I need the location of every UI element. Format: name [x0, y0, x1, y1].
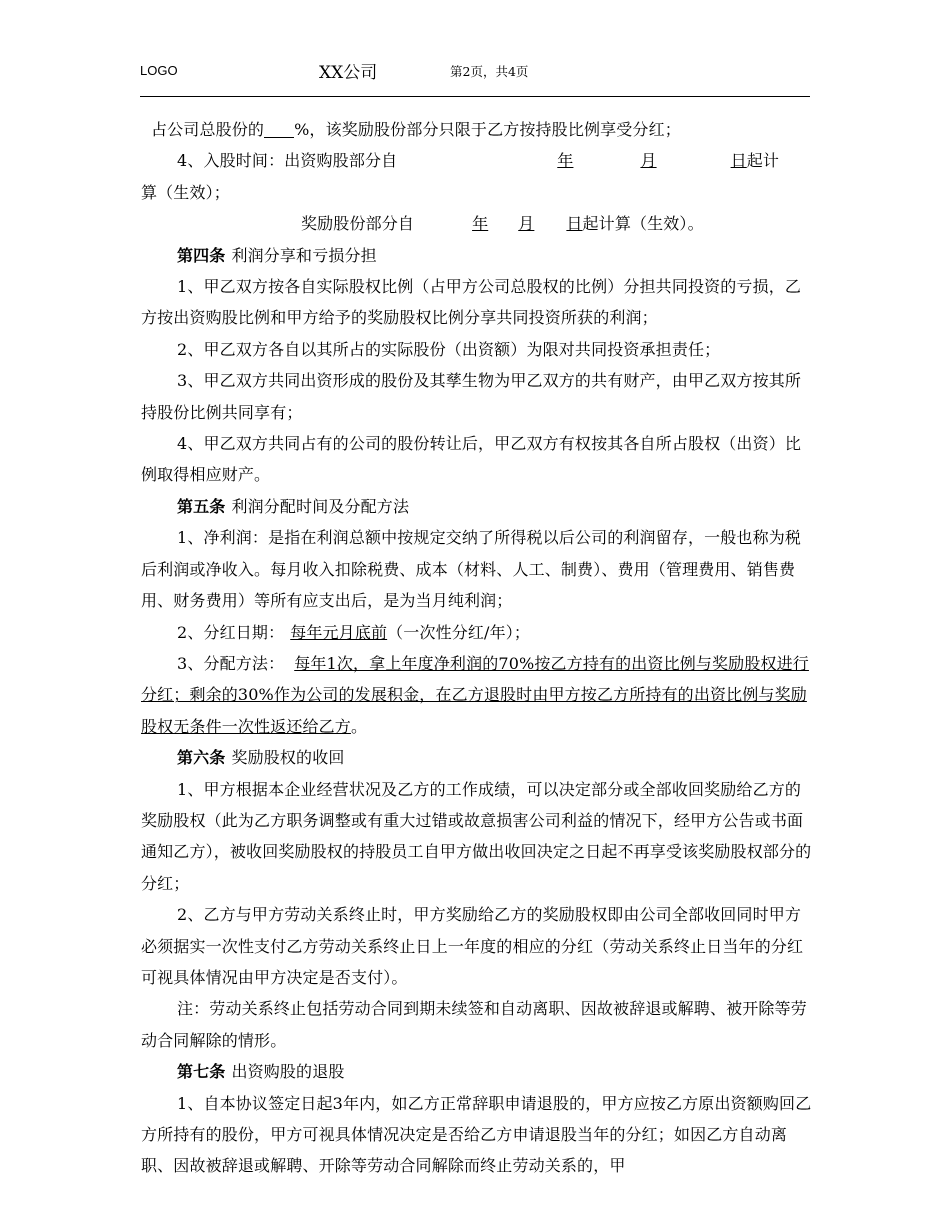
paragraph: 2、分红日期： 每年元月底前（一次性分红/年）；: [177, 622, 531, 642]
underlined-value: 每年元月底前: [290, 622, 388, 642]
page-header: [140, 58, 810, 96]
paragraph: 1、自本协议签定日起3年内，如乙方正常辞职申请退股的，甲方应按乙方原出资额购回乙方所持有的股份，甲方可视具体情况决定是否给乙方申请退股当年的分红；如因乙方自动离职、因故被辞退或解聘、开除等劳动合同解除而终止劳动关系的，甲: [141, 1093, 812, 1176]
paragraph: 3、分配方法： 每年1次，拿上年度净利润的70%按乙方持有的出资比例与奖励股权进行分红；剩余的30%作为公司的发展积金，在乙方退股时由甲方按乙方所持有的出资比例与奖励股权无条件一次性返还给乙方。: [141, 653, 809, 736]
paragraph: 2、甲乙双方各自以其所占的实际股份（出资额）为限对共同投资承担责任；: [177, 339, 721, 359]
paragraph: 占公司总股份的 %，该奖励股份部分只限于乙方按持股比例享受分红；: [151, 120, 681, 139]
note: 注：劳动关系终止包括劳动合同到期未续签和自动离职、因故被辞退或解聘、被开除等劳动合同解除的情形。: [141, 999, 807, 1050]
paragraph: 1、甲方根据本企业经营状况及乙方的工作成绩，可以决定部分或全部收回奖励给乙方的奖励股权（此为乙方职务调整或有重大过错或故意损害公司利益的情况下，经甲方公告或书面通知乙方），被收回奖励股权的持股员工自甲方做出收回决定之日起不再享受该奖励股权部分的分红；: [141, 779, 812, 893]
page-number: 第2页，共4页: [450, 64, 529, 79]
date-blank: 年 月 日: [557, 151, 747, 171]
paragraph: 4、甲乙双方共同占有的公司的股份转让后，甲乙双方有权按其各自所占股权（出资）比例取得相应财产。: [141, 434, 802, 485]
blank-field: [264, 119, 294, 138]
paragraph: 1、净利润：是指在利润总额中按规定交纳了所得税以后公司的利润留存，一般也称为税后利润或净收入。每月收入扣除税费、成本（材料、人工、制费）、费用（管理费用、销售费用、财务费用）等所有应支出后，是为当月纯利润；: [141, 528, 802, 611]
article-heading: 第六条 奖励股权的收回: [177, 748, 345, 768]
header-rule: [140, 96, 810, 97]
article-heading: 第七条 出资购股的退股: [177, 1062, 345, 1082]
paragraph: 奖励股份部分自 年 月 日起计算（生效）。: [301, 214, 704, 234]
article-heading: 第五条 利润分配时间及分配方法: [177, 496, 410, 516]
paragraph: 3、甲乙双方共同出资形成的股份及其孳生物为甲乙双方的共有财产，由甲乙双方按其所持股份比例共同享有；: [141, 371, 802, 422]
paragraph: 1、甲乙双方按各自实际股权比例（占甲方公司总股权的比例）分担共同投资的亏损，乙方按出资购股比例和甲方给予的奖励股权比例分享共同投资所获的利润；: [141, 277, 802, 328]
date-blank: 年 月 日: [472, 214, 583, 234]
paragraph: 算（生效）；: [141, 182, 230, 202]
logo: LOGO: [140, 63, 178, 78]
article-heading: 第四条 利润分享和亏损分担: [177, 245, 377, 265]
paragraph: 2、乙方与甲方劳动关系终止时，甲方奖励给乙方的奖励股权即由公司全部收回同时甲方必须据实一次性支付乙方劳动关系终止日上一年度的相应的分红（劳动关系终止日当年的分红可视具体情况由甲方决定是否支付）。: [141, 905, 804, 987]
document-body: [141, 114, 813, 1182]
underlined-value: 每年1次，拿上年度净利润的70%按乙方持有的出资比例与奖励股权进行分红；剩余的30%作为公司的发展积金，在乙方退股时由甲方按乙方所持有的出资比例与奖励股权无条件一次性返还给乙方: [141, 653, 809, 736]
company-name: XX公司: [319, 63, 378, 83]
paragraph: 4、入股时间：出资购股部分自 年 月 日起计: [177, 151, 780, 171]
